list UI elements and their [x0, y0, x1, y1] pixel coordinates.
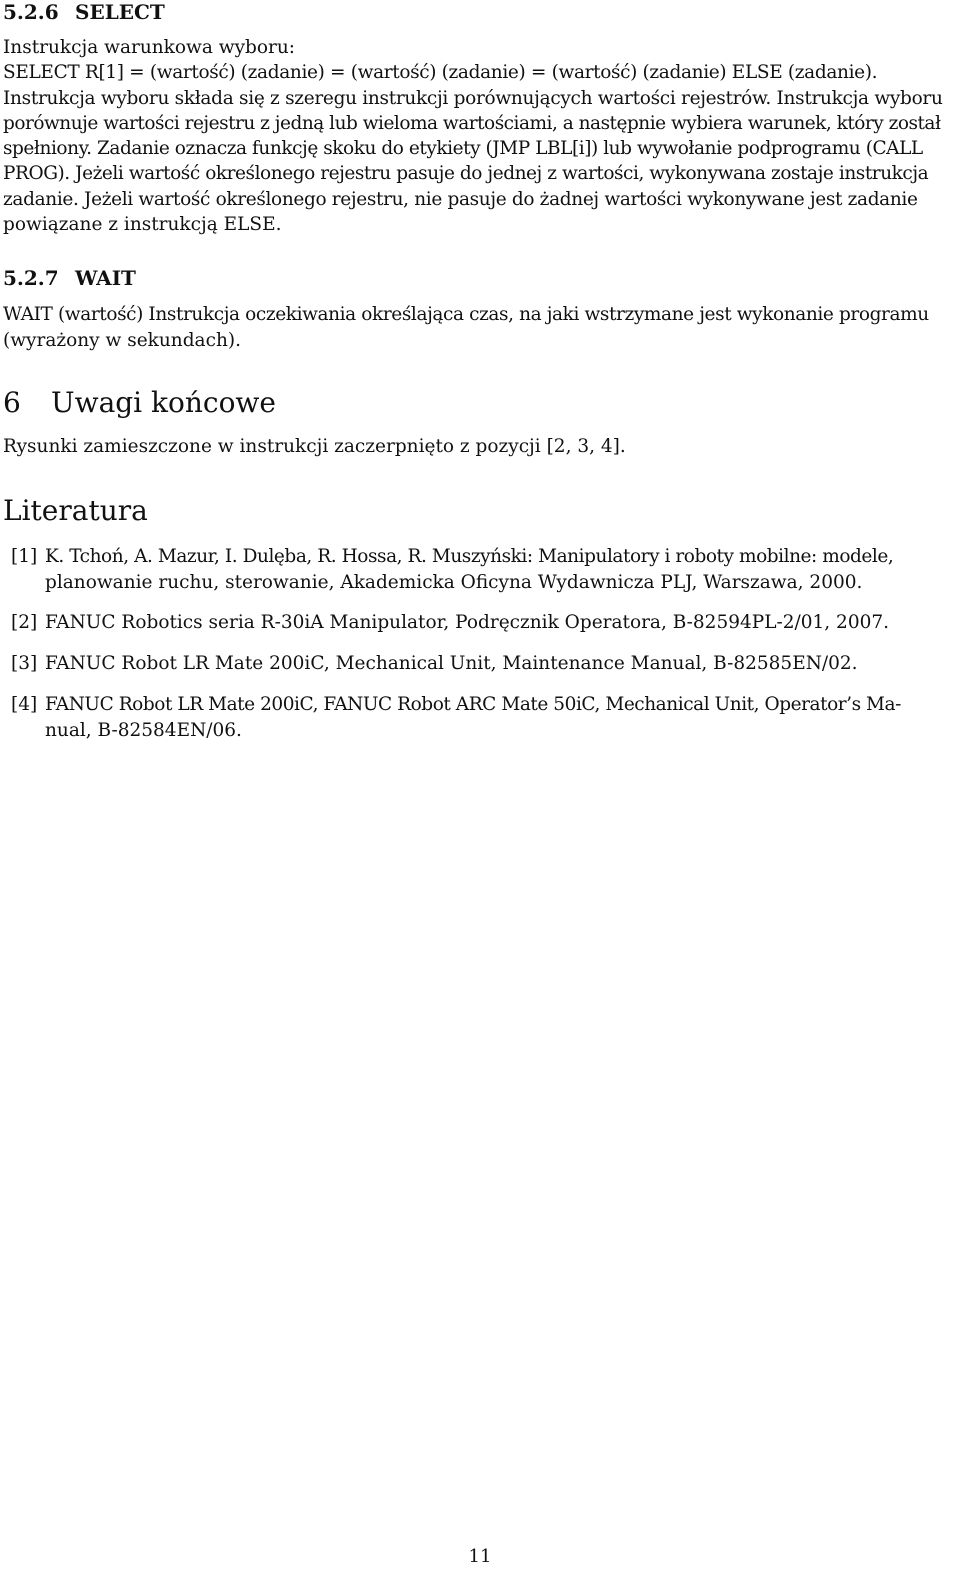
reference-item [3, 544, 955, 595]
reference-label: [2] [11, 611, 38, 633]
text-line: Instrukcja wyboru składa się z szeregu instrukcji porównujących wartości rejestrów. Instrukcja wyboru [3, 87, 943, 109]
text-line: SELECT R[1] = (wartość) (zadanie) = (wartość) (zadanie) = (wartość) (zadanie) ELSE (zadanie). [3, 62, 878, 84]
text-line: FANUC Robotics seria R-30iA Manipulator, Podręcznik Operatora, B-82594PL-2/01, 2007. [45, 611, 890, 633]
select-description [3, 35, 955, 237]
reference-label: [4] [11, 694, 38, 716]
wait-description [3, 302, 955, 353]
section-title: WAIT [75, 266, 136, 291]
section-6-heading [3, 386, 955, 420]
document-page [3, 0, 955, 743]
text-line: Instrukcja warunkowa wyboru: [3, 37, 296, 58]
text-line: FANUC Robot LR Mate 200iC, FANUC Robot ARC Mate 50iC, Mechanical Unit, Operator’s Ma- [45, 694, 901, 716]
section-title: SELECT [75, 0, 165, 24]
closing-remarks [3, 434, 955, 459]
text-line: powiązane z instrukcją ELSE. [3, 214, 282, 236]
reference-label: [1] [11, 546, 38, 568]
page-number: 11 [468, 1546, 492, 1567]
text-line: K. Tchoń, A. Mazur, I. Dulęba, R. Hossa, R. Muszyński: Manipulatory i roboty mobilne: modele, [45, 546, 894, 568]
reference-item [3, 651, 955, 676]
section-5-2-6-heading [3, 0, 955, 24]
text-line: FANUC Robot LR Mate 200iC, Mechanical Unit, Maintenance Manual, B-82585EN/02. [45, 653, 858, 675]
section-5-2-7-heading [3, 266, 955, 290]
text-line: zadanie. Jeżeli wartość określonego rejestru, nie pasuje do żadnej wartości wykonywane jest zadanie [3, 188, 918, 210]
section-number: 5.2.6 [3, 0, 59, 24]
reference-label: [3] [11, 653, 38, 675]
section-number: 6 [3, 385, 21, 419]
text-line: Rysunki zamieszczone w instrukcji zaczerpnięto z pozycji [2, 3, 4]. [3, 435, 626, 457]
section-title: Uwagi końcowe [51, 385, 276, 419]
text-line: porównuje wartości rejestru z jedną lub wieloma wartościami, a następnie wybiera warunek, który został [3, 112, 941, 134]
text-line: PROG). Jeżeli wartość określonego rejestru pasuje do jednej z wartości, wykonywana zostaje instrukcja [3, 163, 929, 185]
text-line: spełniony. Zadanie oznacza funkcję skoku do etykiety (JMP LBL[i]) lub wywołanie podprogramu (CALL [3, 138, 923, 160]
text-line: planowanie ruchu, sterowanie, Akademicka Oficyna Wydawnicza PLJ, Warszawa, 2000. [45, 571, 863, 593]
text-line: (wyrażony w sekundach). [3, 329, 241, 351]
references-heading: Literatura [3, 494, 148, 528]
reference-item [3, 692, 955, 743]
section-number: 5.2.7 [3, 266, 59, 291]
text-line: nual, B-82584EN/06. [45, 719, 242, 741]
reference-list [3, 544, 955, 743]
text-line: WAIT (wartość) Instrukcja oczekiwania określająca czas, na jaki wstrzymane jest wykonanie programu [3, 304, 929, 326]
reference-item [3, 610, 955, 635]
